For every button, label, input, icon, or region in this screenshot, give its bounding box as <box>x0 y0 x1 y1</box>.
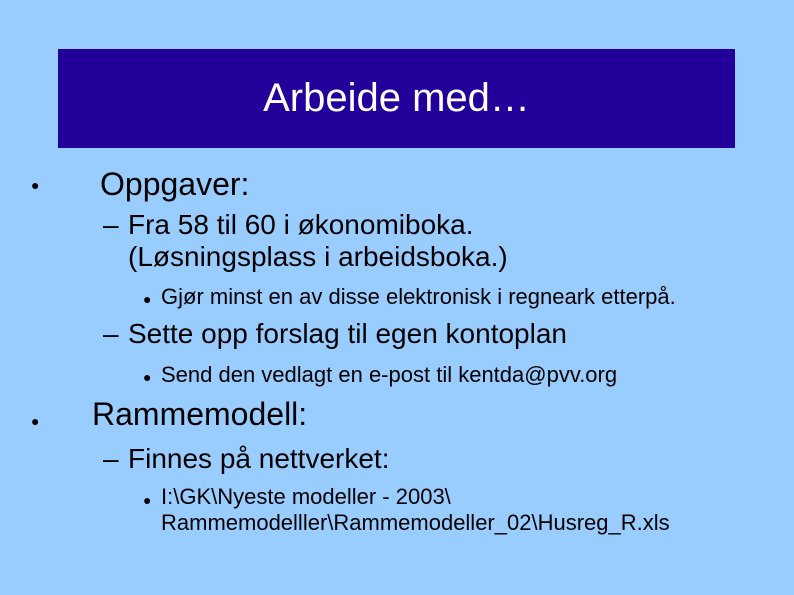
subsubitem-epost: Send den vedlagt en e-post til kentda@pvv.org <box>161 362 618 387</box>
subsubitem-path-line1: I:\GK\Nyeste modeller - 2003\ <box>161 484 451 509</box>
item-rammemodell: Rammemodell: <box>92 396 308 432</box>
slide-title: Arbeide med… <box>263 76 530 120</box>
bullet-icon: ● <box>143 492 152 508</box>
item-oppgaver: Oppgaver: <box>100 166 250 202</box>
bullet-icon: ● <box>143 369 152 385</box>
bullet-icon: ● <box>143 291 152 307</box>
title-box <box>58 49 735 148</box>
subitem-fra-58: Fra 58 til 60 i økonomiboka. <box>128 209 474 240</box>
subitem-fra-58-line2: (Løsningsplass i arbeidsboka.) <box>128 241 508 272</box>
dash-icon: – <box>103 209 119 240</box>
subitem-nettverket: Finnes på nettverket: <box>128 443 390 474</box>
bullet-icon: ● <box>31 413 40 429</box>
bullet-icon: ● <box>31 177 40 193</box>
dash-icon: – <box>103 318 119 349</box>
dash-icon: – <box>103 443 119 474</box>
subitem-kontoplan: Sette opp forslag til egen kontoplan <box>128 318 567 349</box>
subsubitem-regneark: Gjør minst en av disse elektronisk i regneark etterpå. <box>161 284 676 309</box>
subsubitem-path-line2: Rammemodelller\Rammemodeller_02\Husreg_R.xls <box>161 510 670 535</box>
